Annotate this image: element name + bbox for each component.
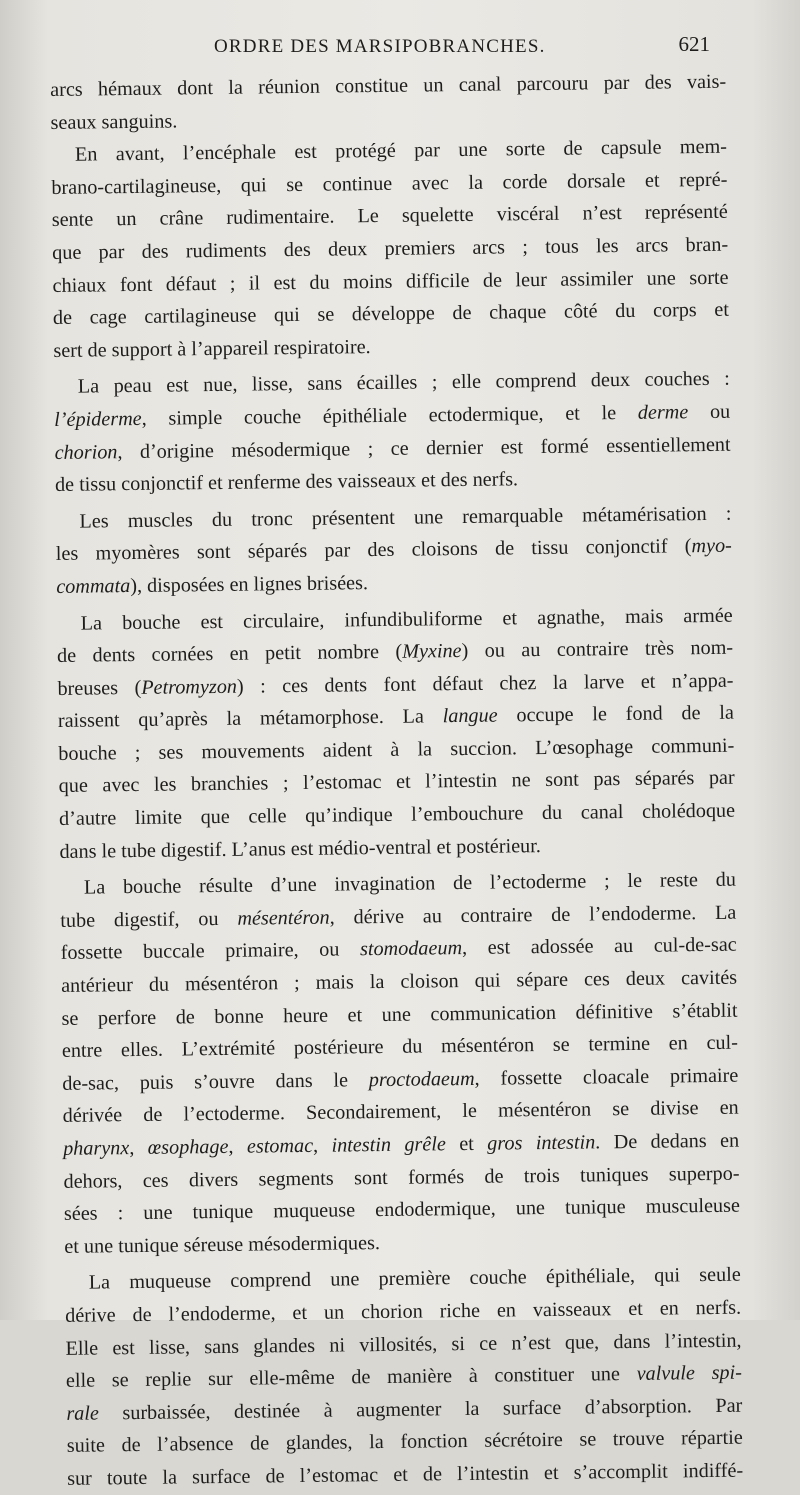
- text-line: arcs hémaux dont la réunion constitue un canal parcouru par des vais-: [50, 70, 727, 101]
- text-line-with-italics: raissent qu’après la métamorphose. La langue occupe le fond de la: [57, 701, 734, 733]
- italic-term: mésentéron: [237, 906, 330, 930]
- text-line: dehors, ces divers segments sont formés de trois tuniques superpo-: [63, 1162, 740, 1193]
- text-line: dérivée de l’ectoderme. Secondairement, le mésentéron se divise en: [62, 1097, 739, 1128]
- italic-term: chorion: [54, 440, 118, 464]
- text-line: La bouche résulte d’une invagination de l’ectoderme ; le reste du: [83, 868, 737, 899]
- italic-term: derme: [637, 401, 689, 424]
- text-line-with-italics: breuses (Petromyzon) : ces dents font défaut chez la larve et n’appa-: [57, 669, 734, 700]
- text-line-with-italics: les myomères sont séparés par des cloisons de tissu conjonctif (myo-: [55, 535, 732, 566]
- text-line: La bouche est circulaire, infundibuliforme et agnathe, mais armée: [80, 604, 733, 635]
- running-title: ORDRE DES MARSIPOBRANCHES.: [214, 36, 546, 57]
- text-line: dans le tube digestif. L’anus est médio-ventral et postérieur.: [59, 834, 541, 863]
- italic-term: intestin grêle: [331, 1133, 446, 1157]
- text-line: En avant, l’encéphale est protégé par une sorte de capsule mem-: [74, 135, 728, 166]
- text-line-with-italics: elle se replie sur elle-même de manière à constituer une valvule spi-: [65, 1361, 743, 1393]
- body-text: [50, 66, 743, 1495]
- text-line: bouche ; ses mouvements aident à la succion. L’œsophage communi-: [58, 734, 735, 765]
- text-line-with-italics: de-sac, puis s’ouvre dans le proctodaeum, fossette cloacale primaire: [62, 1064, 739, 1095]
- italic-term: Myxine: [402, 640, 462, 663]
- italic-term: pharynx: [62, 1137, 130, 1160]
- italic-term: l’épiderme: [54, 407, 142, 431]
- italic-term: valvule spi-: [636, 1361, 743, 1386]
- text-line-with-italics: fossette buccale primaire, ou stomodaeum, est adossée au cul-de-sac: [60, 934, 737, 965]
- text-line: que avec les branchies ; l’estomac et l’intestin ne sont pas séparés par: [58, 767, 735, 798]
- text-line-with-italics: pharynx, œsophage, estomac, intestin grêle et gros intestin. De dedans en: [62, 1129, 740, 1160]
- text-line: sur toute la surface de l’estomac et de l’intestin et s’accomplit indiffé-: [67, 1459, 744, 1490]
- text-line: se perfore de bonne heure et une communication définitive s’établit: [61, 999, 738, 1030]
- text-line: sert de support à l’appareil respiratoire.: [53, 335, 371, 362]
- text-line-with-italics: chorion, d’origine mésodermique ; ce dernier est formé essentiellement: [54, 433, 731, 464]
- page-header: [58, 32, 710, 62]
- text-line-with-italics: rale surbaissée, destinée à augmenter la surface d’absorption. Par: [66, 1394, 743, 1425]
- text-line: de tissu conjonctif et renferme des vaisseaux et des nerfs.: [54, 468, 519, 497]
- text-line: suite de l’absence de glandes, la fonction sécrétoire se trouve répartie: [66, 1426, 743, 1458]
- italic-term: œsophage: [147, 1135, 229, 1159]
- text-line: Les muscles du tronc présentent une remarquable métamérisation :: [79, 502, 732, 533]
- text-line: sente un crâne rudimentaire. Le squelette viscéral n’est représenté: [51, 201, 728, 232]
- italic-term: langue: [442, 704, 498, 728]
- page-number: 621: [678, 32, 710, 56]
- text-line-with-italics: l’épiderme, simple couche épithéliale ectodermique, et le derme ou: [54, 400, 731, 431]
- text-line: que par des rudiments des deux premiers arcs ; tous les arcs bran-: [52, 233, 729, 264]
- text-line: La peau est nue, lisse, sans écailles ; elle comprend deux couches :: [77, 368, 730, 399]
- text-line: dérive de l’endoderme, et un chorion riche en vaisseaux et en nerfs.: [65, 1296, 742, 1327]
- text-line: entre elles. L’extrémité postérieure du mésentéron se termine en cul-: [61, 1031, 739, 1063]
- text-line: brano-cartilagineuse, qui se continue avec la corde dorsale et repré-: [51, 168, 728, 199]
- italic-term: Petromyzon: [141, 675, 238, 699]
- italic-term: gros intestin: [487, 1131, 596, 1155]
- italic-term: estomac: [246, 1134, 314, 1158]
- text-line-with-italics: tube digestif, ou mésentéron, dérive au contraire de l’endoderme. La: [60, 901, 737, 932]
- text-line: d’autre limite que celle qu’indique l’embouchure du canal cholédoque: [58, 799, 736, 831]
- text-line-with-italics: commata), disposées en lignes brisées.: [56, 572, 369, 598]
- italic-term: proctodaeum: [368, 1067, 475, 1091]
- italic-term: rale: [66, 1402, 100, 1425]
- text-line: Elle est lisse, sans glandes ni villosités, si ce n’est que, dans l’intestin,: [65, 1329, 742, 1360]
- text-line: antérieur du mésentéron ; mais la cloison qui sépare ces deux cavités: [61, 966, 738, 997]
- italic-term: stomodaeum: [359, 937, 463, 961]
- text-line-with-italics: de dents cornées en petit nombre (Myxine) ou au contraire très nom-: [56, 636, 734, 668]
- italic-term: myo-: [691, 535, 732, 558]
- text-line: chiaux font défaut ; il est du moins difficile de leur assimiler une sorte: [52, 266, 729, 297]
- text-line: de cage cartilagineuse qui se développe de chaque côté du corps et: [52, 298, 730, 330]
- text-line: La muqueuse comprend une première couche épithéliale, qui seule: [88, 1264, 741, 1294]
- italic-term: commata: [56, 574, 131, 598]
- text-line: sées : une tunique muqueuse endodermique, une tunique musculeuse: [63, 1194, 741, 1226]
- text-line: et une tunique séreuse mésodermiques.: [64, 1231, 381, 1258]
- text-line: seaux sanguins.: [50, 110, 178, 134]
